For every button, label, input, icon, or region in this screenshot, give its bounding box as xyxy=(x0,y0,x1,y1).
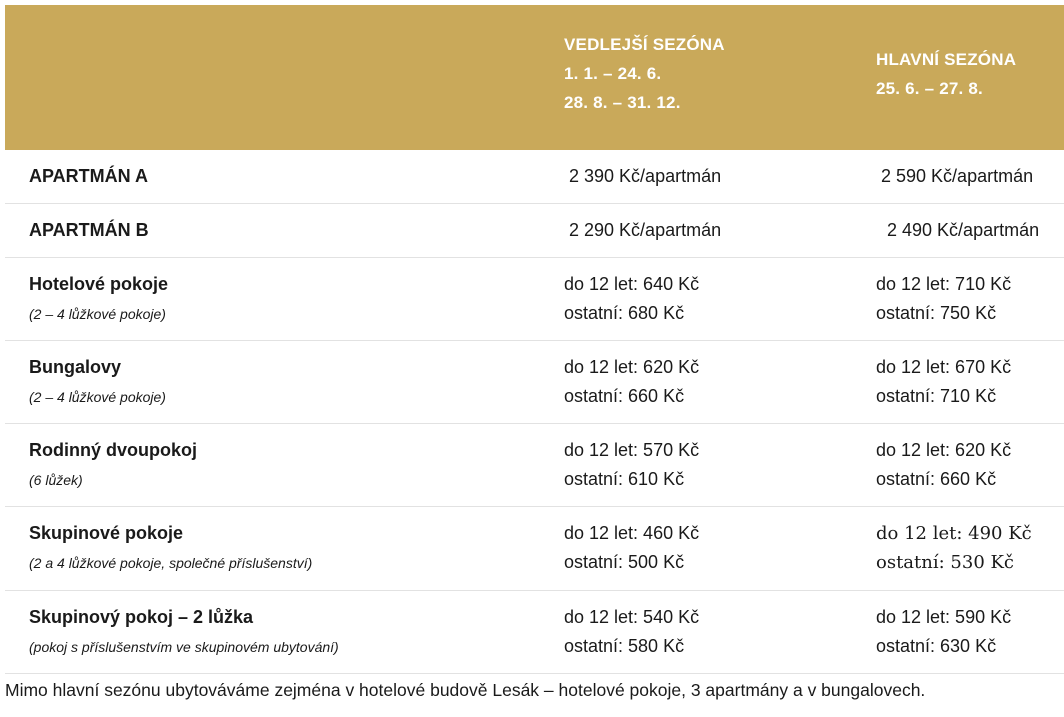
off-season-prices xyxy=(564,519,699,577)
main-season-child-price: do 12 let: 710 Kč xyxy=(876,274,1012,294)
off-season-adult-price: ostatní: 500 Kč xyxy=(564,552,685,572)
table-row xyxy=(5,341,1064,424)
main-season-prices xyxy=(876,270,1011,328)
row-note: (6 lůžek) xyxy=(29,472,83,488)
table-row xyxy=(5,507,1064,591)
off-season-title: VEDLEJŠÍ SEZÓNA xyxy=(564,35,725,54)
off-season-prices xyxy=(564,353,699,411)
table-row xyxy=(5,150,1064,204)
off-season-price: 2 290 Kč/apartmán xyxy=(569,220,722,240)
table-row xyxy=(5,591,1064,674)
off-season-prices xyxy=(564,270,699,328)
off-season-child-price: do 12 let: 620 Kč xyxy=(564,357,700,377)
row-name: Skupinové pokoje xyxy=(29,523,184,543)
main-season-range-1: 25. 6. – 27. 8. xyxy=(876,79,983,98)
off-season-adult-price: ostatní: 660 Kč xyxy=(564,386,685,406)
main-season-price: 2 490 Kč/apartmán xyxy=(887,220,1040,240)
off-season-range-1: 1. 1. – 24. 6. xyxy=(564,64,662,83)
row-name: Skupinový pokoj – 2 lůžka xyxy=(29,607,254,627)
off-season-prices xyxy=(564,603,699,661)
table-header xyxy=(5,5,1064,150)
off-season-adult-price: ostatní: 580 Kč xyxy=(564,636,685,656)
main-season-prices xyxy=(876,603,1011,661)
row-name: Hotelové pokoje xyxy=(29,274,169,294)
off-season-adult-price: ostatní: 680 Kč xyxy=(564,303,685,323)
price-table xyxy=(5,5,1064,674)
off-season-child-price: do 12 let: 460 Kč xyxy=(564,523,700,543)
main-season-prices xyxy=(876,436,1011,494)
row-name: Bungalovy xyxy=(29,357,122,377)
row-note: (2 – 4 lůžkové pokoje) xyxy=(29,389,166,405)
row-name: APARTMÁN B xyxy=(29,220,149,240)
main-season-header xyxy=(876,45,1016,103)
table-row xyxy=(5,204,1064,258)
table-row xyxy=(5,424,1064,507)
off-season-prices xyxy=(564,436,699,494)
row-note: (2 a 4 lůžkové pokoje, společné příslušenství) xyxy=(29,555,313,571)
off-season-adult-price: ostatní: 610 Kč xyxy=(564,469,685,489)
table-row xyxy=(5,258,1064,341)
main-season-adult-price: ostatní: 630 Kč xyxy=(876,636,997,656)
off-season-child-price: do 12 let: 640 Kč xyxy=(564,274,700,294)
main-season-child-price: do 12 let: 620 Kč xyxy=(876,440,1012,460)
row-name: APARTMÁN A xyxy=(29,166,148,186)
main-season-child-price: do 12 let: 590 Kč xyxy=(876,607,1012,627)
main-season-adult-price: ostatní: 750 Kč xyxy=(876,303,997,323)
footer-note: Mimo hlavní sezónu ubytováváme zejména v hotelové budově Lesák – hotelové pokoje, 3 apartmány a v bungalovech. xyxy=(5,680,926,700)
row-name: Rodinný dvoupokoj xyxy=(29,440,197,460)
row-note: (2 – 4 lůžkové pokoje) xyxy=(29,306,166,322)
main-season-prices xyxy=(876,353,1011,411)
main-season-child-price: do 12 let: 490 Kč xyxy=(876,523,1032,544)
off-season-child-price: do 12 let: 570 Kč xyxy=(564,440,700,460)
off-season-range-2: 28. 8. – 31. 12. xyxy=(564,93,681,112)
main-season-price: 2 590 Kč/apartmán xyxy=(881,166,1034,186)
row-note: (pokoj s příslušenstvím ve skupinovém ubytování) xyxy=(29,639,339,655)
main-season-title: HLAVNÍ SEZÓNA xyxy=(876,50,1017,69)
off-season-header xyxy=(564,30,725,117)
main-season-adult-price: ostatní: 660 Kč xyxy=(876,469,997,489)
main-season-adult-price: ostatní: 710 Kč xyxy=(876,386,997,406)
off-season-child-price: do 12 let: 540 Kč xyxy=(564,607,700,627)
main-season-child-price: do 12 let: 670 Kč xyxy=(876,357,1012,377)
main-season-prices xyxy=(876,519,1032,577)
main-season-adult-price: ostatní: 530 Kč xyxy=(876,552,1015,573)
off-season-price: 2 390 Kč/apartmán xyxy=(569,166,722,186)
